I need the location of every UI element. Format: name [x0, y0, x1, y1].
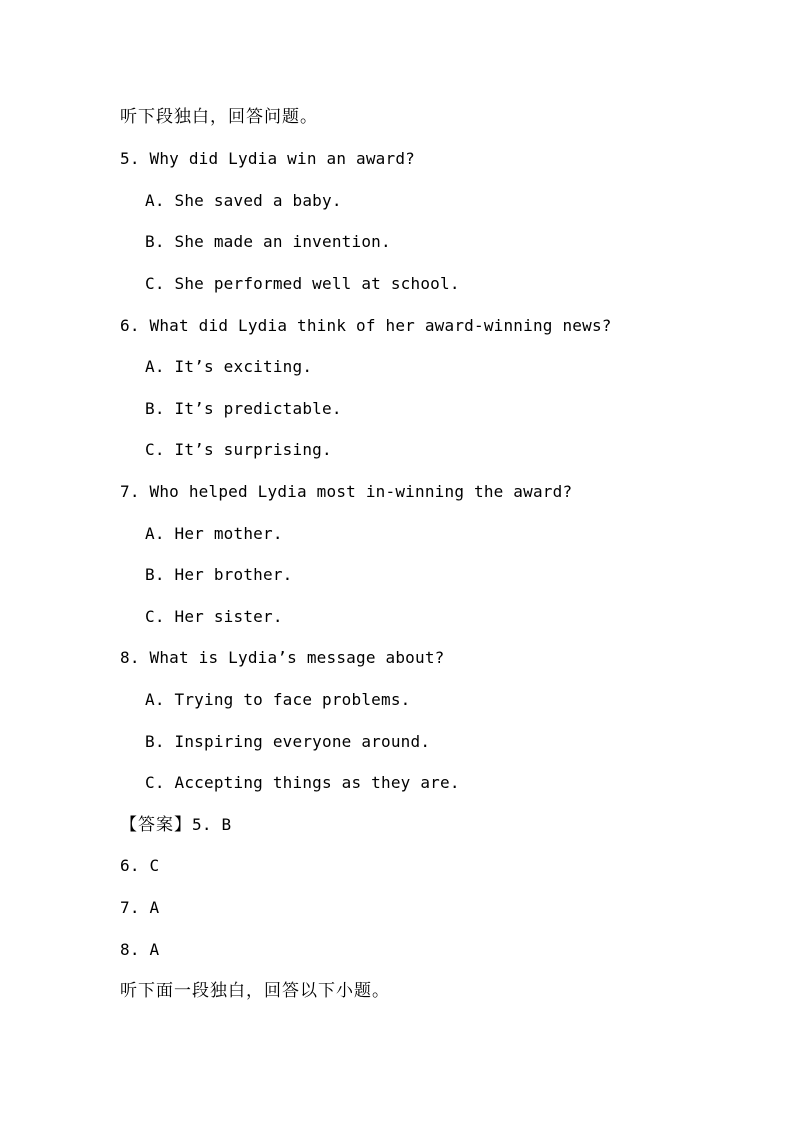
next-section-intro: 听下面一段独白，回答以下小题。: [120, 981, 390, 1001]
question-6-stem: 6. What did Lydia think of her award-winning news?: [120, 316, 612, 335]
question-5-option-c: C. She performed well at school.: [145, 274, 460, 293]
question-5-stem: 5. Why did Lydia win an award?: [120, 149, 415, 168]
question-5-option-b: B. She made an invention.: [145, 232, 391, 251]
question-6-option-b: B. It’s predictable.: [145, 399, 342, 418]
question-5-option-a: A. She saved a baby.: [145, 191, 342, 210]
question-8-stem: 8. What is Lydia’s message about?: [120, 648, 445, 667]
answer-label: 【答案】: [120, 815, 192, 835]
answer-key-first: [120, 815, 231, 835]
question-8-option-a: A. Trying to face problems.: [145, 690, 411, 709]
section-intro: 听下段独白，回答问题。: [120, 107, 318, 127]
question-7-stem: 7. Who helped Lydia most in-winning the award?: [120, 482, 573, 501]
answer-8: 8. A: [120, 940, 160, 959]
question-6-option-c: C. It’s surprising.: [145, 440, 332, 459]
question-6-option-a: A. It’s exciting.: [145, 357, 313, 376]
question-7-option-a: A. Her mother.: [145, 524, 283, 543]
question-8-option-c: C. Accepting things as they are.: [145, 773, 460, 792]
question-7-option-c: C. Her sister.: [145, 607, 283, 626]
answer-6: 6. C: [120, 856, 160, 875]
answer-5: 5. B: [192, 815, 232, 834]
question-8-option-b: B. Inspiring everyone around.: [145, 732, 431, 751]
question-7-option-b: B. Her brother.: [145, 565, 293, 584]
answer-7: 7. A: [120, 898, 160, 917]
